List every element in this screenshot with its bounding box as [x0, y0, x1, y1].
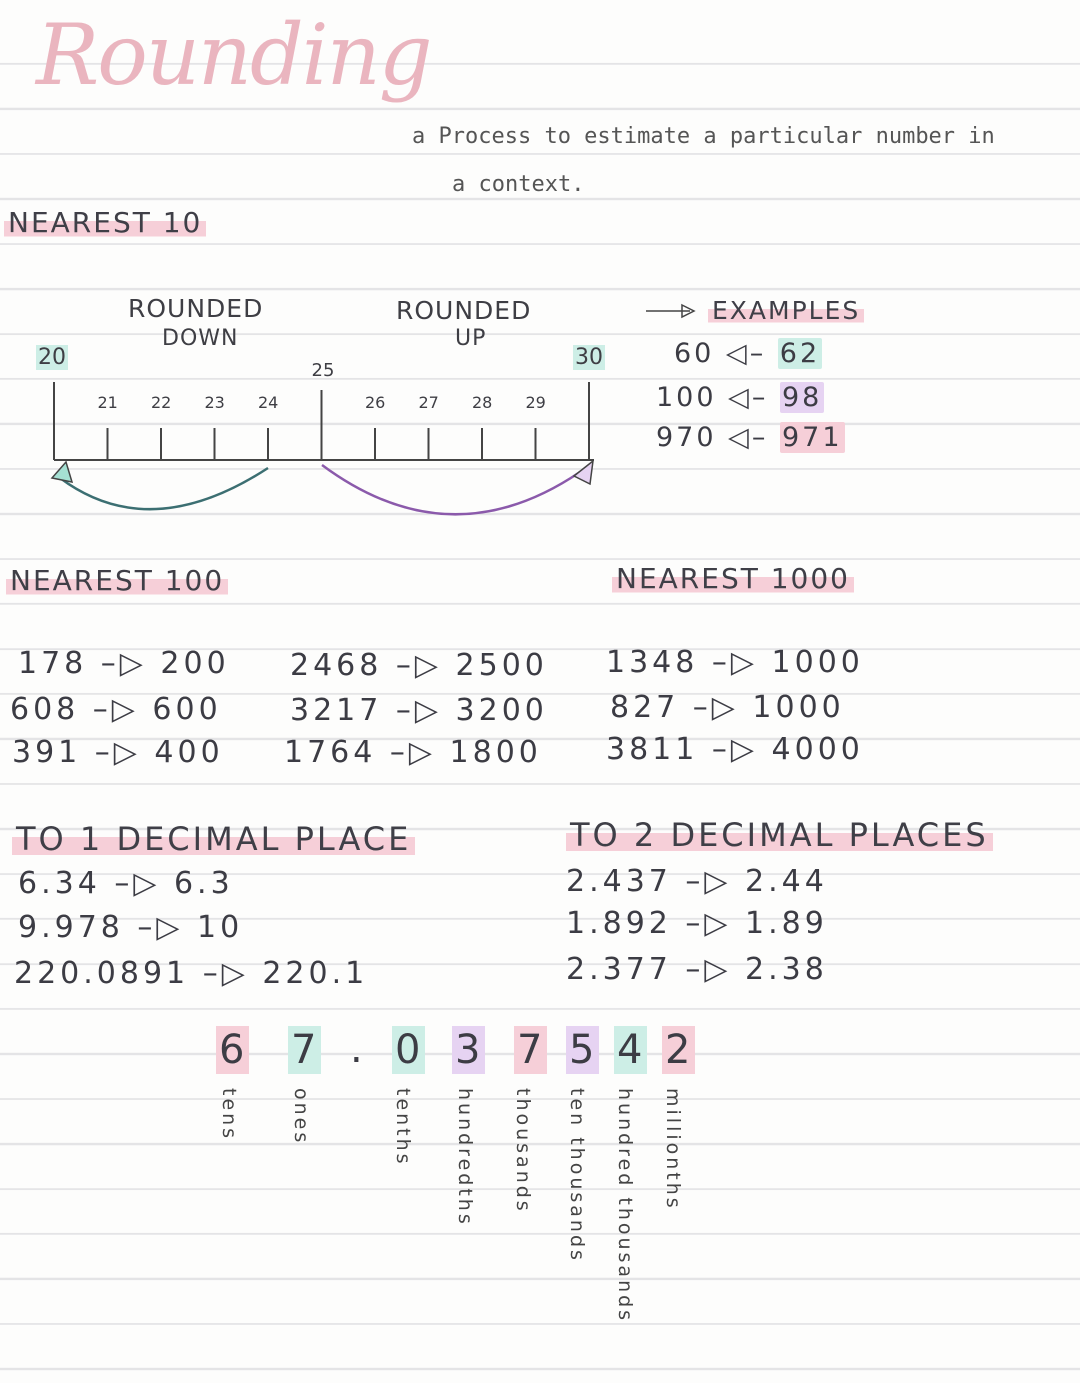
number-line-label: 21: [97, 393, 118, 412]
nearest-100-row: 391 –▷ 400: [12, 735, 224, 770]
nearest-1000-row: 1348 –▷ 1000: [606, 645, 864, 680]
nearest-1000-row: 3811 –▷ 4000: [606, 732, 864, 767]
round-up-arrow-arc: [322, 465, 580, 514]
place-value-label: thousands: [512, 1088, 534, 1214]
rounded-down-sublabel: DOWN: [162, 326, 239, 351]
number-line-label: 24: [258, 393, 279, 412]
number-line-label: 29: [525, 393, 546, 412]
dp1-row: 9.978 –▷ 10: [18, 910, 244, 945]
round-down-arrow-arc: [60, 468, 268, 509]
place-value-label: hundredths: [454, 1088, 476, 1227]
place-value-label: hundred thousands: [614, 1088, 636, 1324]
place-value-label: millionths: [662, 1088, 684, 1211]
place-value-label: ten thousands: [566, 1088, 588, 1263]
place-value-label: tenths: [392, 1088, 414, 1167]
example-row: 970 ◁– 971: [656, 422, 843, 453]
nearest-100-row: 3217 –▷ 3200: [290, 693, 548, 728]
number-line-label: 30: [575, 345, 603, 370]
rounded-down-label: ROUNDED: [128, 294, 264, 323]
nearest-100-row: 2468 –▷ 2500: [290, 648, 548, 683]
nearest-1000-heading: NEAREST 1000: [612, 562, 854, 595]
dp1-heading: TO 1 DECIMAL PLACE: [12, 820, 415, 858]
number-line-ticks: [54, 382, 589, 460]
number-line-label: 28: [472, 393, 493, 412]
nearest-100-row: 178 –▷ 200: [18, 646, 230, 681]
number-line-label: 23: [204, 393, 225, 412]
place-value-digit: 0: [392, 1026, 425, 1074]
number-line-label: 27: [418, 393, 439, 412]
dp2-heading: TO 2 DECIMAL PLACES: [566, 816, 993, 854]
round-up-arrowhead: [574, 461, 593, 484]
number-line-label: 22: [151, 393, 172, 412]
example-row: 60 ◁– 62: [674, 338, 821, 369]
round-down-arrowhead: [52, 462, 72, 482]
nearest-1000-row: 827 –▷ 1000: [610, 690, 845, 725]
dp2-row: 1.892 –▷ 1.89: [566, 906, 828, 941]
place-value-label: tens: [218, 1088, 240, 1142]
nearest-100-row: 1764 –▷ 1800: [284, 735, 542, 770]
place-value-digit: 2: [662, 1026, 695, 1074]
definition-line-2: a context.: [452, 172, 585, 197]
place-value-digit: 5: [566, 1026, 599, 1074]
dp2-row: 2.437 –▷ 2.44: [566, 864, 828, 899]
nearest-100-heading: NEAREST 100: [6, 564, 228, 597]
number-line-label: 20: [38, 345, 66, 370]
place-value-digit: 7: [514, 1026, 547, 1074]
place-value-digit: 3: [452, 1026, 485, 1074]
examples-heading: EXAMPLES: [708, 296, 864, 325]
nearest-10-heading: NEAREST 10: [4, 206, 206, 239]
decimal-point: .: [350, 1026, 365, 1072]
number-line-label: 25: [311, 360, 335, 381]
rounded-up-label: ROUNDED: [396, 296, 532, 325]
dp1-row: 6.34 –▷ 6.3: [18, 866, 234, 901]
place-value-label: ones: [290, 1088, 312, 1146]
dp2-row: 2.377 –▷ 2.38: [566, 952, 828, 987]
place-value-digit: 7: [288, 1026, 321, 1074]
place-value-digit: 6: [216, 1026, 249, 1074]
dp1-row: 220.0891 –▷ 220.1: [14, 956, 369, 991]
page-title: Rounding: [36, 6, 431, 104]
nearest-100-row: 608 –▷ 600: [10, 692, 222, 727]
rounded-up-sublabel: UP: [455, 326, 487, 351]
number-line-label: 26: [365, 393, 386, 412]
place-value-digit: 4: [614, 1026, 647, 1074]
example-row: 100 ◁– 98: [656, 382, 823, 413]
definition-line-1: a Process to estimate a particular number in: [412, 124, 995, 149]
